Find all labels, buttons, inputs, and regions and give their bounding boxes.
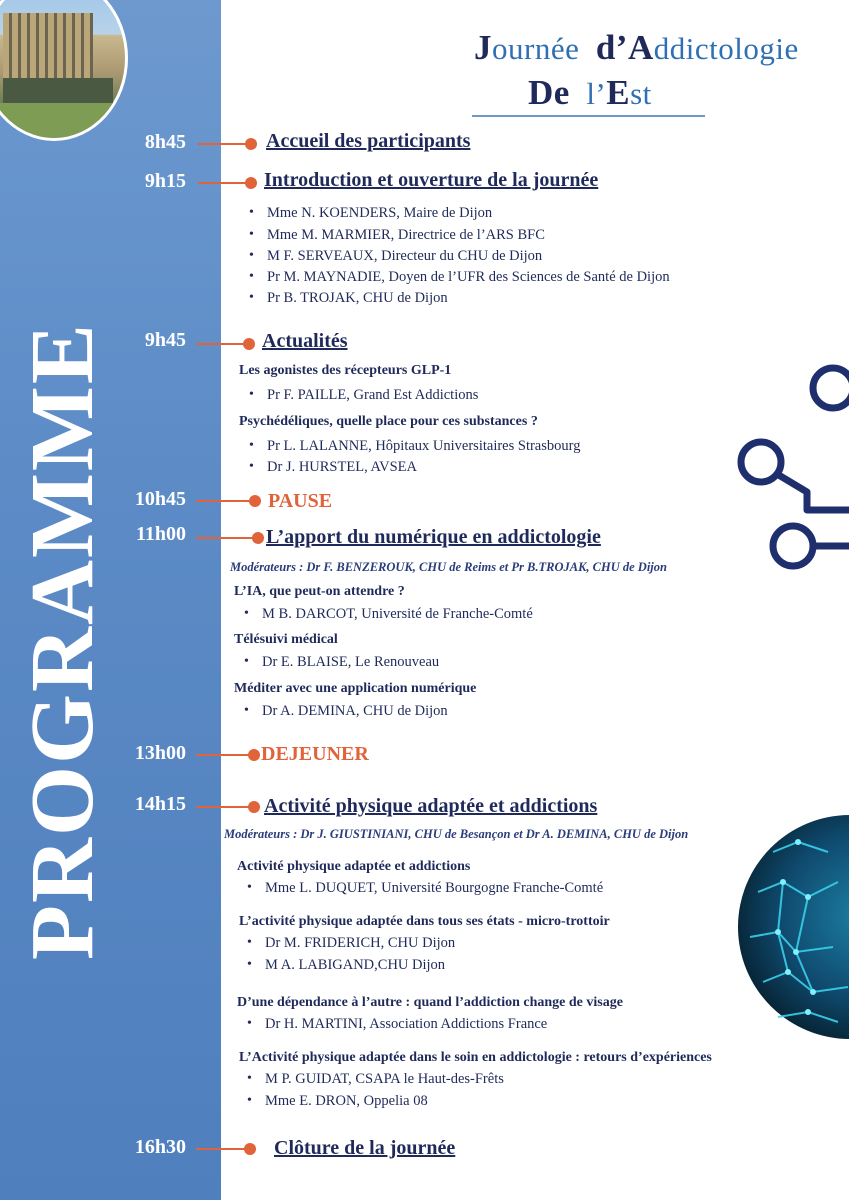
list-item: • Dr E. BLAISE, Le Renouveau bbox=[262, 654, 439, 671]
section-title: Activité physique adaptée et addictions bbox=[264, 795, 598, 817]
subsection-title: Télésuivi médical bbox=[234, 632, 338, 647]
subsection-title: D’une dépendance à l’autre : quand l’addiction change de visage bbox=[237, 995, 623, 1010]
subsection-title: Les agonistes des récepteurs GLP-1 bbox=[239, 363, 452, 378]
list-item: • Mme E. DRON, Oppelia 08 bbox=[265, 1093, 428, 1110]
timeline-dot bbox=[245, 177, 257, 189]
timeline-connector bbox=[196, 1148, 250, 1150]
sidebar-band bbox=[0, 0, 221, 1200]
list-item: • Dr H. MARTINI, Association Addictions France bbox=[265, 1016, 547, 1033]
subsection-title: Méditer avec une application numérique bbox=[234, 681, 477, 696]
subsection-title: Activité physique adaptée et addictions bbox=[237, 859, 471, 874]
time-label: 9h45 bbox=[144, 329, 186, 351]
section-title: DEJEUNER bbox=[261, 743, 369, 765]
list-item: • M F. SERVEAUX, Directeur du CHU de Dijon bbox=[267, 248, 542, 265]
list-item: • M A. LABIGAND,CHU Dijon bbox=[265, 957, 445, 974]
list-item: • M P. GUIDAT, CSAPA le Haut-des-Frêts bbox=[265, 1071, 504, 1088]
time-label: 8h45 bbox=[144, 131, 186, 153]
section-title: Accueil des participants bbox=[266, 130, 471, 152]
list-item: • Pr F. PAILLE, Grand Est Addictions bbox=[267, 387, 478, 404]
title-letter: E bbox=[606, 73, 631, 112]
title-word: ddictologie bbox=[653, 31, 799, 66]
digital-globe-icon bbox=[738, 812, 849, 1042]
title-letter: J bbox=[474, 28, 492, 67]
title-letter: d’ bbox=[595, 28, 628, 67]
subsection-title: L’IA, que peut-on attendre ? bbox=[234, 584, 405, 599]
time-label: 13h00 bbox=[134, 742, 186, 764]
subsection-title: Psychédéliques, quelle place pour ces substances ? bbox=[239, 414, 538, 429]
time-label: 10h45 bbox=[134, 488, 186, 510]
timeline-dot bbox=[248, 749, 260, 761]
programme-label: PROGRAMME bbox=[13, 322, 112, 960]
section-title: PAUSE bbox=[268, 490, 333, 512]
title-divider bbox=[472, 115, 705, 117]
timeline-connector bbox=[196, 754, 254, 756]
timeline-connector bbox=[198, 143, 250, 145]
timeline-dot bbox=[248, 801, 260, 813]
section-title: L’apport du numérique en addictologie bbox=[266, 526, 601, 548]
time-label: 11h00 bbox=[135, 523, 186, 545]
list-item: • M B. DARCOT, Université de Franche-Comté bbox=[262, 606, 533, 623]
list-item: • Dr A. DEMINA, CHU de Dijon bbox=[262, 703, 448, 720]
timeline-connector bbox=[196, 806, 254, 808]
timeline-dot bbox=[245, 138, 257, 150]
list-item: • Mme M. MARMIER, Directrice de l’ARS BFC bbox=[267, 227, 545, 244]
list-item: • Mme N. KOENDERS, Maire de Dijon bbox=[267, 205, 492, 222]
time-label: 16h30 bbox=[134, 1136, 186, 1158]
timeline-dot bbox=[249, 495, 261, 507]
building-photo bbox=[0, 0, 128, 141]
section-title: Introduction et ouverture de la journée bbox=[264, 169, 599, 191]
list-item: • Pr B. TROJAK, CHU de Dijon bbox=[267, 290, 448, 307]
moderators: Modérateurs : Dr F. BENZEROUK, CHU de Reims et Pr B.TROJAK, CHU de Dijon bbox=[230, 560, 667, 574]
time-label: 14h15 bbox=[134, 793, 186, 815]
timeline-connector bbox=[196, 343, 248, 345]
title-letter: De bbox=[528, 73, 570, 112]
title-word: st bbox=[630, 76, 652, 111]
title-word: l’ bbox=[586, 76, 607, 111]
timeline-dot bbox=[252, 532, 264, 544]
list-item: • Dr M. FRIDERICH, CHU Dijon bbox=[265, 935, 455, 952]
time-label: 9h15 bbox=[144, 170, 186, 192]
subsection-title: L’Activité physique adaptée dans le soin en addictologie : retours d’expériences bbox=[239, 1050, 712, 1065]
page-title-line1 bbox=[474, 28, 799, 68]
page-title-line2 bbox=[528, 73, 652, 113]
list-item: • Mme L. DUQUET, Université Bourgogne Franche-Comté bbox=[265, 880, 603, 897]
timeline-connector bbox=[196, 537, 258, 539]
list-item: • Dr J. HURSTEL, AVSEA bbox=[267, 459, 417, 476]
list-item: • Pr M. MAYNADIE, Doyen de l’UFR des Sciences de Santé de Dijon bbox=[267, 269, 670, 286]
moderators: Modérateurs : Dr J. GIUSTINIANI, CHU de Besançon et Dr A. DEMINA, CHU de Dijon bbox=[224, 827, 689, 841]
list-item: • Pr L. LALANNE, Hôpitaux Universitaires Strasbourg bbox=[267, 438, 580, 455]
timeline-dot bbox=[243, 338, 255, 350]
section-title: Actualités bbox=[262, 330, 348, 352]
network-nodes-icon bbox=[735, 360, 849, 580]
timeline-connector bbox=[198, 182, 250, 184]
timeline-dot bbox=[244, 1143, 256, 1155]
title-letter: A bbox=[627, 28, 654, 67]
title-word: ournée bbox=[492, 31, 580, 66]
subsection-title: L’activité physique adaptée dans tous ses états - micro-trottoir bbox=[239, 914, 610, 929]
timeline-connector bbox=[196, 500, 253, 502]
section-title: Clôture de la journée bbox=[274, 1137, 456, 1159]
